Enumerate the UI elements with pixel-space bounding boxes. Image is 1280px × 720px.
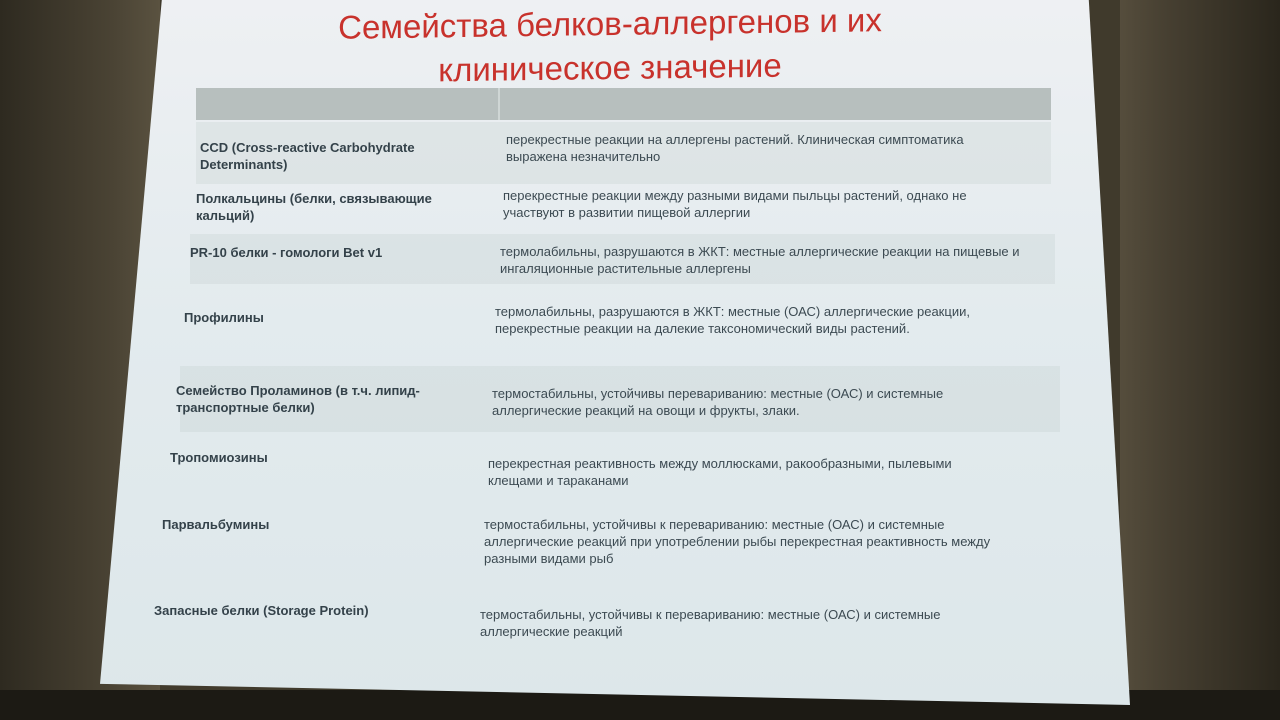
slide-title-line-1: Семейства белков-аллергенов и их bbox=[338, 1, 882, 46]
table-header-divider bbox=[498, 88, 500, 120]
allergen-family-description: термолабильны, разрушаются в ЖКТ: местные (ОАС) аллергические реакции, перекрестные реакции на далекие таксономический виды растений. bbox=[495, 304, 970, 336]
allergen-family-name: Профилины bbox=[184, 310, 264, 325]
allergen-family-name: Полкальцины (белки, связывающие кальций) bbox=[196, 191, 432, 223]
background-wall-right bbox=[1120, 0, 1280, 720]
slide-title-line-2: клиническое значение bbox=[438, 46, 782, 89]
allergen-family-description: термостабильны, устойчивы к перевариванию: местные (ОАС) и системные аллергические реакций при употреблении рыбы перекрестная реактивность между разными видами рыб bbox=[484, 517, 991, 566]
allergen-family-name: Тропомиозины bbox=[170, 450, 268, 465]
allergen-family-description: перекрестная реактивность между моллюсками, ракообразными, пылевыми клещами и тараканами bbox=[488, 456, 952, 488]
allergen-family-name: CCD (Cross-reactive Carbohydrate Determinants) bbox=[200, 140, 415, 172]
allergen-family-name: Запасные белки (Storage Protein) bbox=[154, 603, 369, 618]
allergen-family-description: термостабильны, устойчивы перевариванию: местные (ОАС) и системные аллергические реакций на овощи и фрукты, злаки. bbox=[492, 386, 944, 418]
table-header bbox=[196, 88, 1051, 120]
allergen-family-description: термостабильны, устойчивы к перевариванию: местные (ОАС) и системные аллергические реакций bbox=[480, 607, 941, 639]
slide-title bbox=[200, 0, 1020, 96]
allergen-family-name: Семейство Проламинов (в т.ч. липид-транспортные белки) bbox=[176, 383, 420, 415]
allergen-family-name: Парвальбумины bbox=[162, 517, 270, 532]
allergen-family-description: перекрестные реакции на аллергены растений. Клиническая симптоматика выражена незначительно bbox=[506, 132, 964, 164]
allergen-family-name: PR-10 белки - гомологи Bet v1 bbox=[190, 245, 383, 260]
allergen-family-description: термолабильны, разрушаются в ЖКТ: местные аллергические реакции на пищевые и ингаляционные растительные аллергены bbox=[500, 244, 1020, 276]
allergen-family-description: перекрестные реакции между разными видами пыльцы растений, однако не участвуют в развитии пищевой аллергии bbox=[503, 188, 967, 220]
